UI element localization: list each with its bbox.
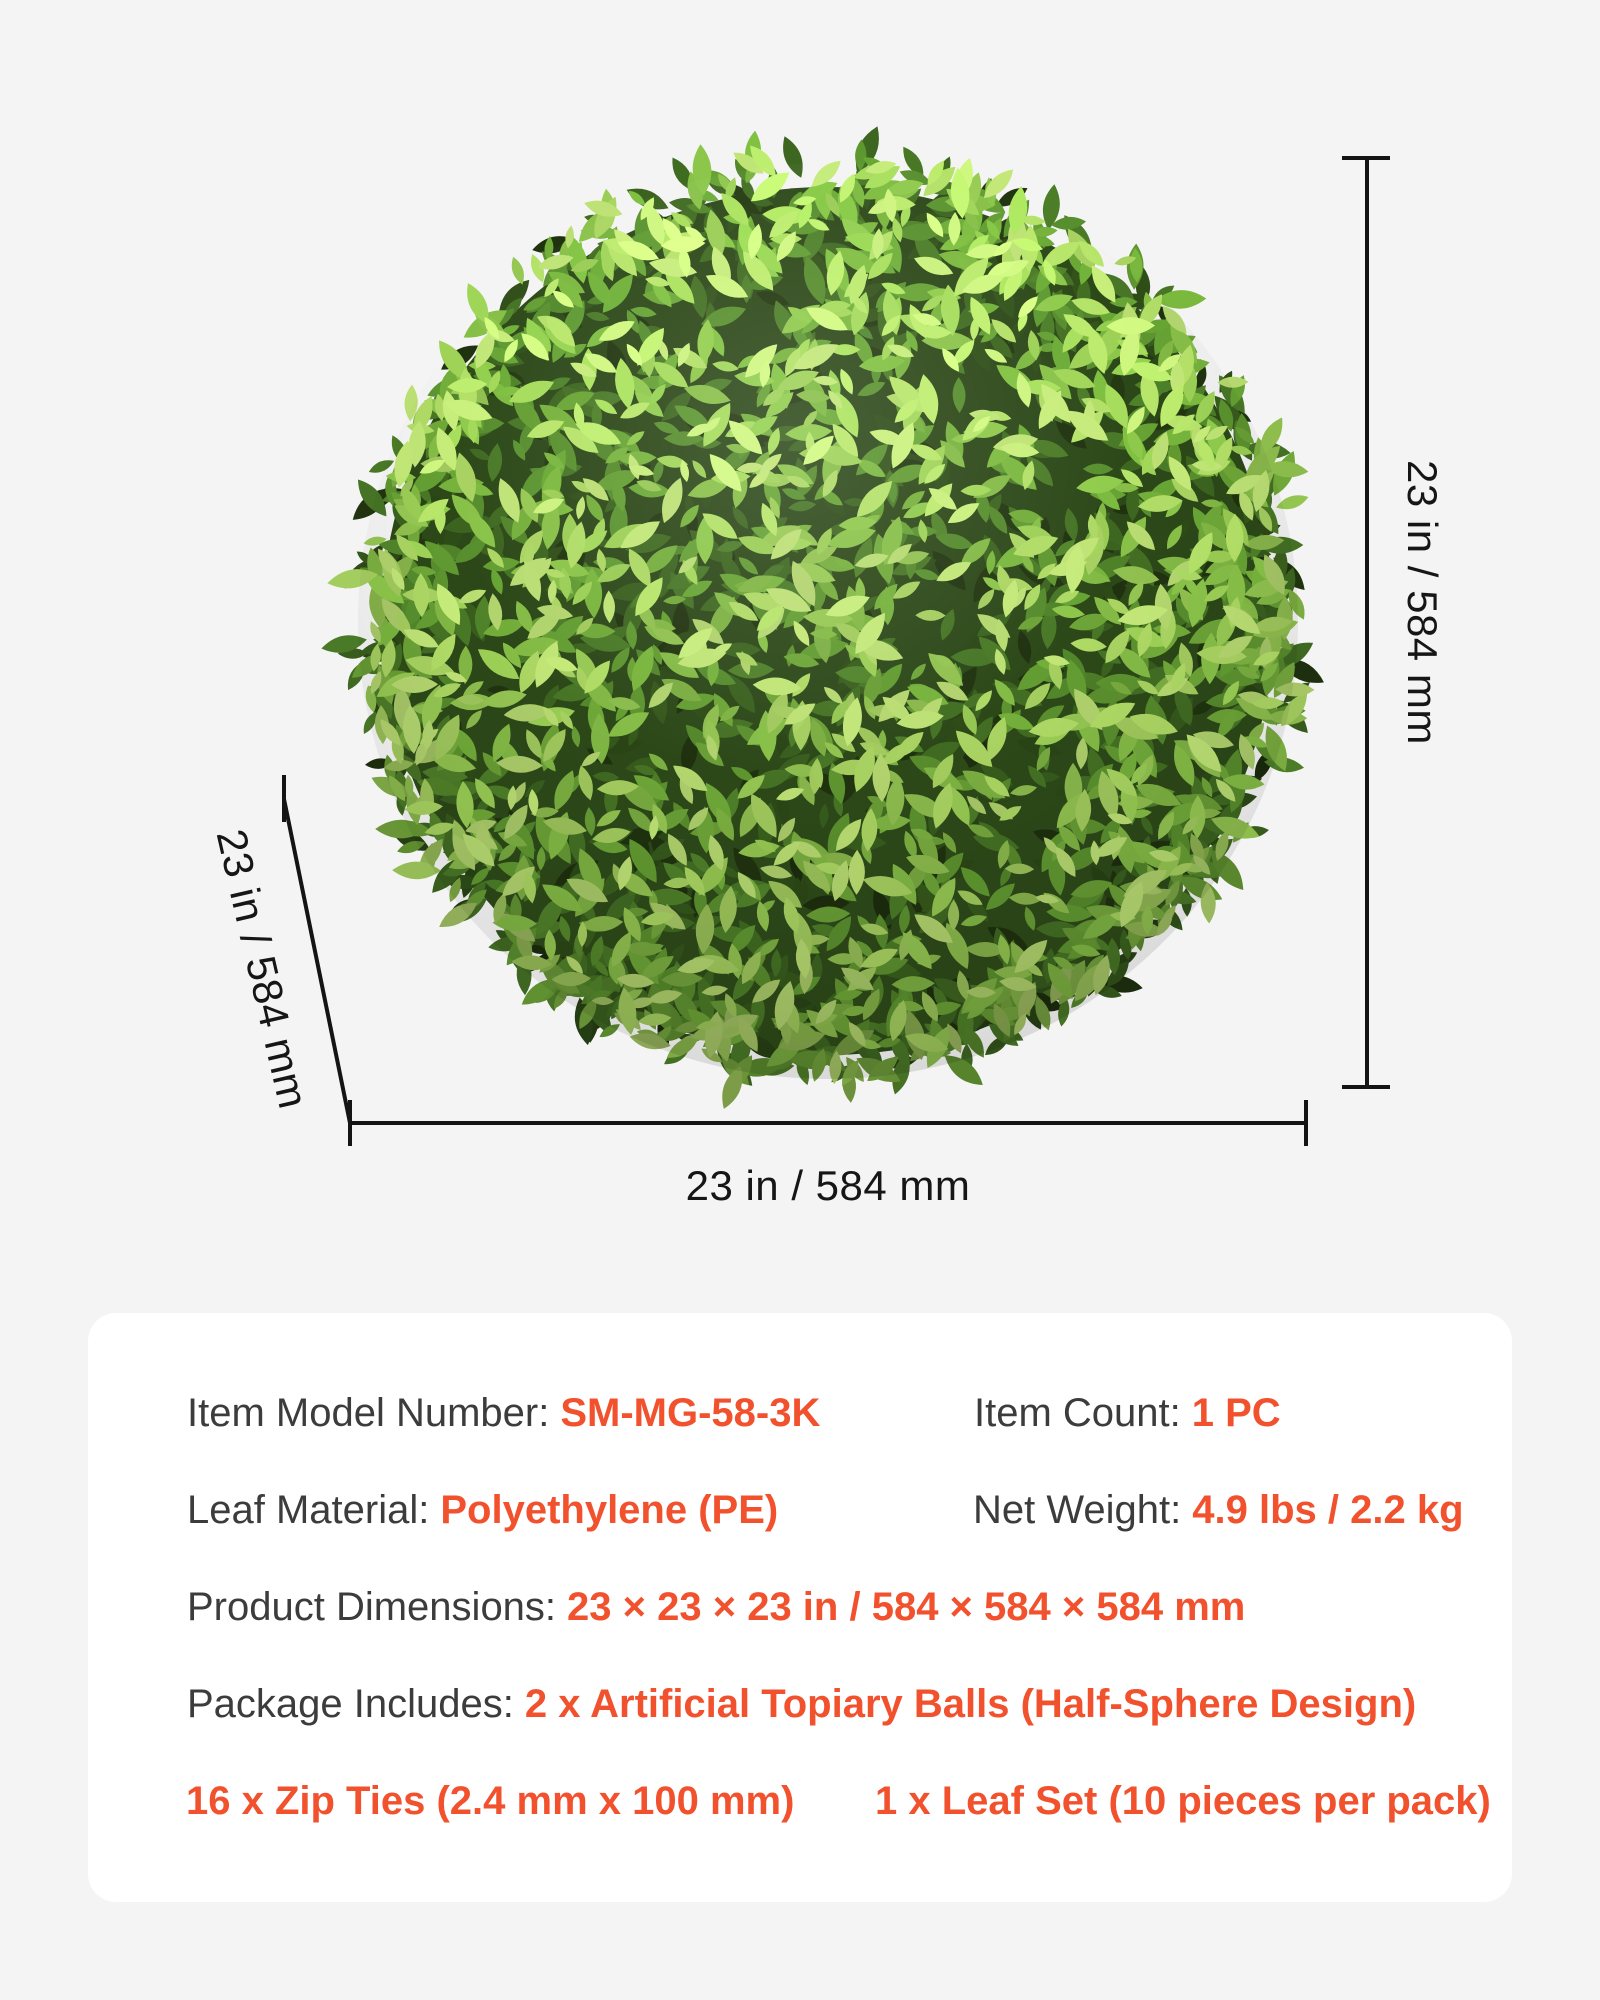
spec-net-weight — [973, 1484, 1464, 1536]
leaf-material-value: Polyethylene (PE) — [440, 1488, 779, 1532]
item-model-number-value: SM-MG-58-3K — [560, 1391, 821, 1435]
spec-leaf-material — [187, 1484, 778, 1536]
package-includes-value: 2 x Artificial Topiary Balls (Half-Sphere Design) — [524, 1682, 1417, 1726]
width-dimension-label: 23 in / 584 mm — [685, 1162, 971, 1209]
height-dimension-label: 23 in / 584 mm — [1399, 460, 1446, 745]
leaf-material-label: Leaf Material: — [187, 1488, 430, 1532]
specs-card — [88, 1313, 1512, 1902]
zip-ties-value: 16 x Zip Ties (2.4 mm x 100 mm) — [186, 1779, 795, 1823]
spec-product-dimensions — [187, 1581, 1245, 1633]
spec-package-includes — [187, 1678, 1416, 1730]
net-weight-label: Net Weight: — [973, 1488, 1182, 1532]
spec-item-model-number — [187, 1387, 820, 1439]
item-count-value: 1 PC — [1191, 1391, 1281, 1435]
product-dimensions-value: 23 × 23 × 23 in / 584 × 584 × 584 mm — [567, 1585, 1246, 1629]
net-weight-value: 4.9 lbs / 2.2 kg — [1192, 1488, 1464, 1532]
product-image-topiary-ball — [350, 155, 1306, 1087]
topiary-leaves-illustration — [350, 155, 1306, 1087]
leaf-set-value: 1 x Leaf Set (10 pieces per pack) — [875, 1779, 1491, 1823]
spec-package-item-leaf-set — [875, 1775, 1491, 1827]
depth-dimension-label: 23 in / 584 mm — [207, 824, 318, 1113]
item-model-number-label: Item Model Number: — [187, 1391, 550, 1435]
spec-package-item-zip-ties — [186, 1775, 794, 1827]
package-includes-label: Package Includes: — [187, 1682, 514, 1726]
product-dimensions-label: Product Dimensions: — [187, 1585, 557, 1629]
item-count-label: Item Count: — [974, 1391, 1181, 1435]
spec-item-count — [974, 1387, 1281, 1439]
